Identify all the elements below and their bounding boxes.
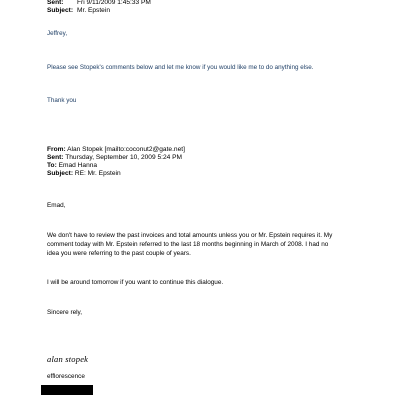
from-label: From: (47, 146, 66, 153)
subject-label: Subject: (47, 7, 74, 14)
paragraph-1-line-3: idea you were referring to the past couple of years. (47, 250, 191, 257)
sent-label: Sent: (47, 0, 64, 6)
paragraph-1-line-2: comment today with Mr. Epstein referred to the last 18 months beginning in March of 2008. I had no (47, 241, 329, 248)
subject-value: Mr. Epstein (77, 7, 110, 14)
signature: alan stopek (47, 354, 89, 364)
to-label: To: (47, 162, 57, 169)
to-value: Emad Hanna (58, 162, 98, 169)
paragraph-2: I will be around tomorrow if you want to continue this dialogue. (47, 279, 224, 286)
sent-label-2: Sent: (47, 154, 64, 161)
company-name: efflorescence (47, 373, 85, 380)
message-line: Please see Stopek's comments below and let me know if you would like me to do anything else. (47, 64, 314, 71)
from-value: Alan Stopek [mailto:coconut2@gate.net] (67, 146, 185, 153)
paragraph-1-line-1: We don't have to review the past invoices and total amounts unless you or Mr. Epstein requires it. My (47, 232, 333, 239)
greeting-emad: Emad, (47, 202, 66, 209)
redaction-bar (41, 385, 93, 395)
sent-value-2: Thursday, September 10, 2009 5:24 PM (65, 154, 183, 161)
sent-value: Fri 9/11/2009 1:45:33 PM (77, 0, 151, 6)
closing-sincerely: Sincere rely, (47, 309, 83, 316)
sent-line (47, 0, 151, 7)
closing-thank-you: Thank you (47, 97, 77, 104)
greeting-jeffrey: Jeffrey, (47, 30, 68, 37)
subject-line (47, 7, 110, 15)
subject-label-2: Subject: (47, 170, 74, 177)
subject-value-2: RE: Mr. Epstein (74, 170, 121, 177)
subject-line-2 (47, 170, 121, 178)
